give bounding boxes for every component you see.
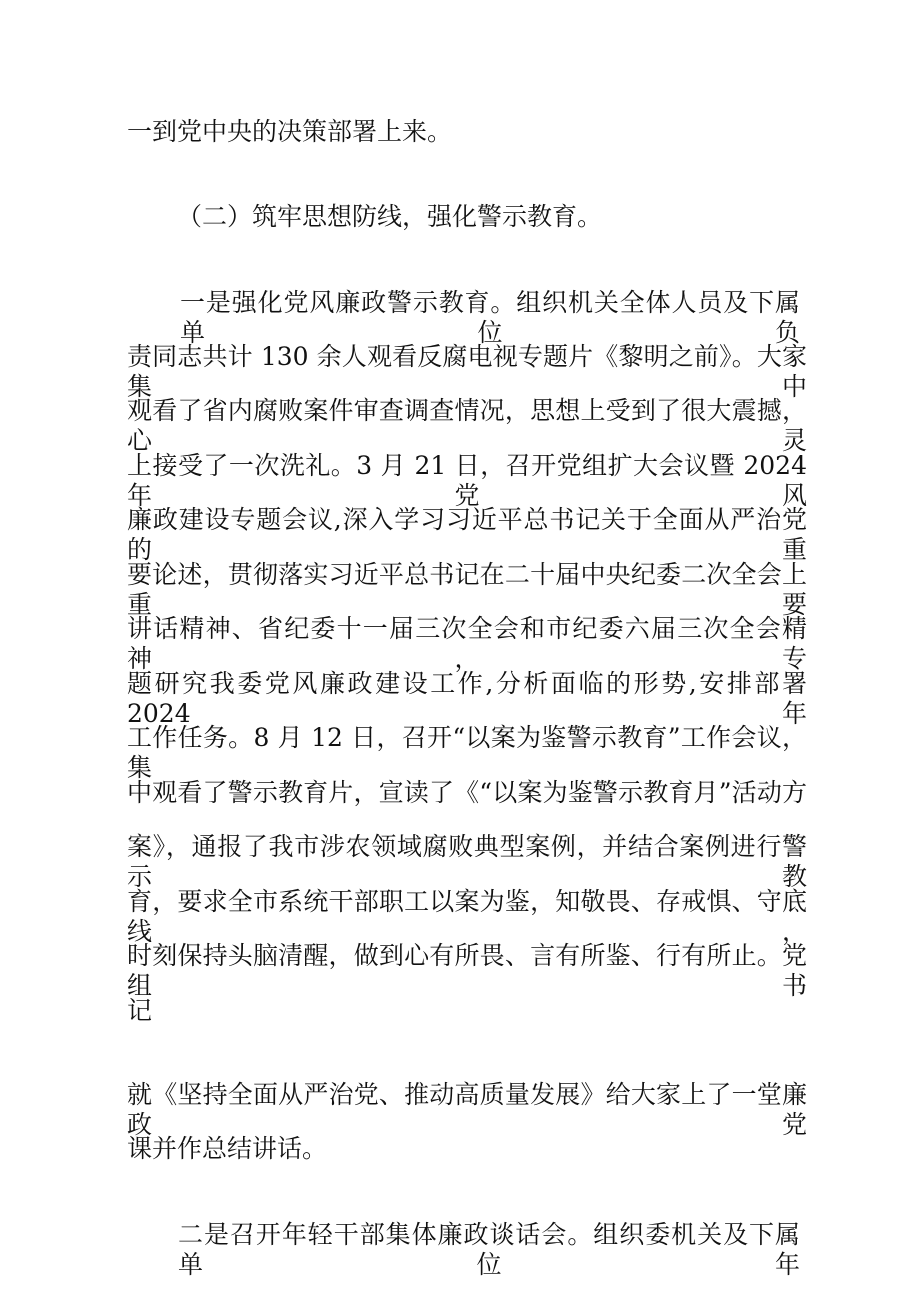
paragraph-line: 时刻保持头脑清醒，做到心有所畏、言有所鉴、行有所止。党组书 [127, 941, 807, 1000]
paragraph-line: 责同志共计 130 余人观看反腐电视专题片《黎明之前》。大家集中 [127, 342, 807, 401]
paragraph-line: 案》，通报了我市涉农领域腐败典型案例，并结合案例进行警示教 [127, 832, 807, 891]
paragraph-line: 上接受了一次洗礼。3 月 21 日，召开党组扩大会议暨 2024 年党风 [127, 451, 807, 510]
paragraph-line: 就《坚持全面从严治党、推动高质量发展》给大家上了一堂廉政党 [127, 1080, 807, 1139]
paragraph-line: 中观看了警示教育片，宣读了《“以案为鉴警示教育月”活动方 [127, 778, 807, 807]
paragraph-line: 讲话精神、省纪委十一届三次全会和市纪委六届三次全会精神，专 [127, 614, 807, 673]
section-heading: （二）筑牢思想防线，强化警示教育。 [177, 202, 603, 231]
paragraph-line: 廉政建设专题会议,深入学习习近平总书记关于全面从严治党的重 [127, 505, 807, 564]
paragraph-line: 工作任务。8 月 12 日，召开“以案为鉴警示教育”工作会议，集 [127, 723, 807, 782]
paragraph-line: 育，要求全市系统干部职工以案为鉴，知敬畏、存戒惧、守底线， [127, 887, 807, 946]
paragraph-line: 观看了省内腐败案件审查调查情况，思想上受到了很大震撼，心灵 [127, 396, 807, 455]
paragraph-line-end: 记 [127, 996, 153, 1025]
paragraph-line-end: 课并作总结讲话。 [127, 1134, 328, 1163]
paragraph-line: 二是召开年轻干部集体廉政谈话会。组织委机关及下属单位年 [178, 1220, 800, 1279]
paragraph-line: 题研究我委党风廉政建设工作,分析面临的形势,安排部署 2024 年 [127, 669, 807, 728]
paragraph-line-continuation: 一到党中央的决策部署上来。 [127, 117, 453, 146]
paragraph-line: 要论述，贯彻落实习近平总书记在二十届中央纪委二次全会上重要 [127, 560, 807, 619]
paragraph-line: 一是强化党风廉政警示教育。组织机关全体人员及下属单位负 [180, 288, 800, 347]
